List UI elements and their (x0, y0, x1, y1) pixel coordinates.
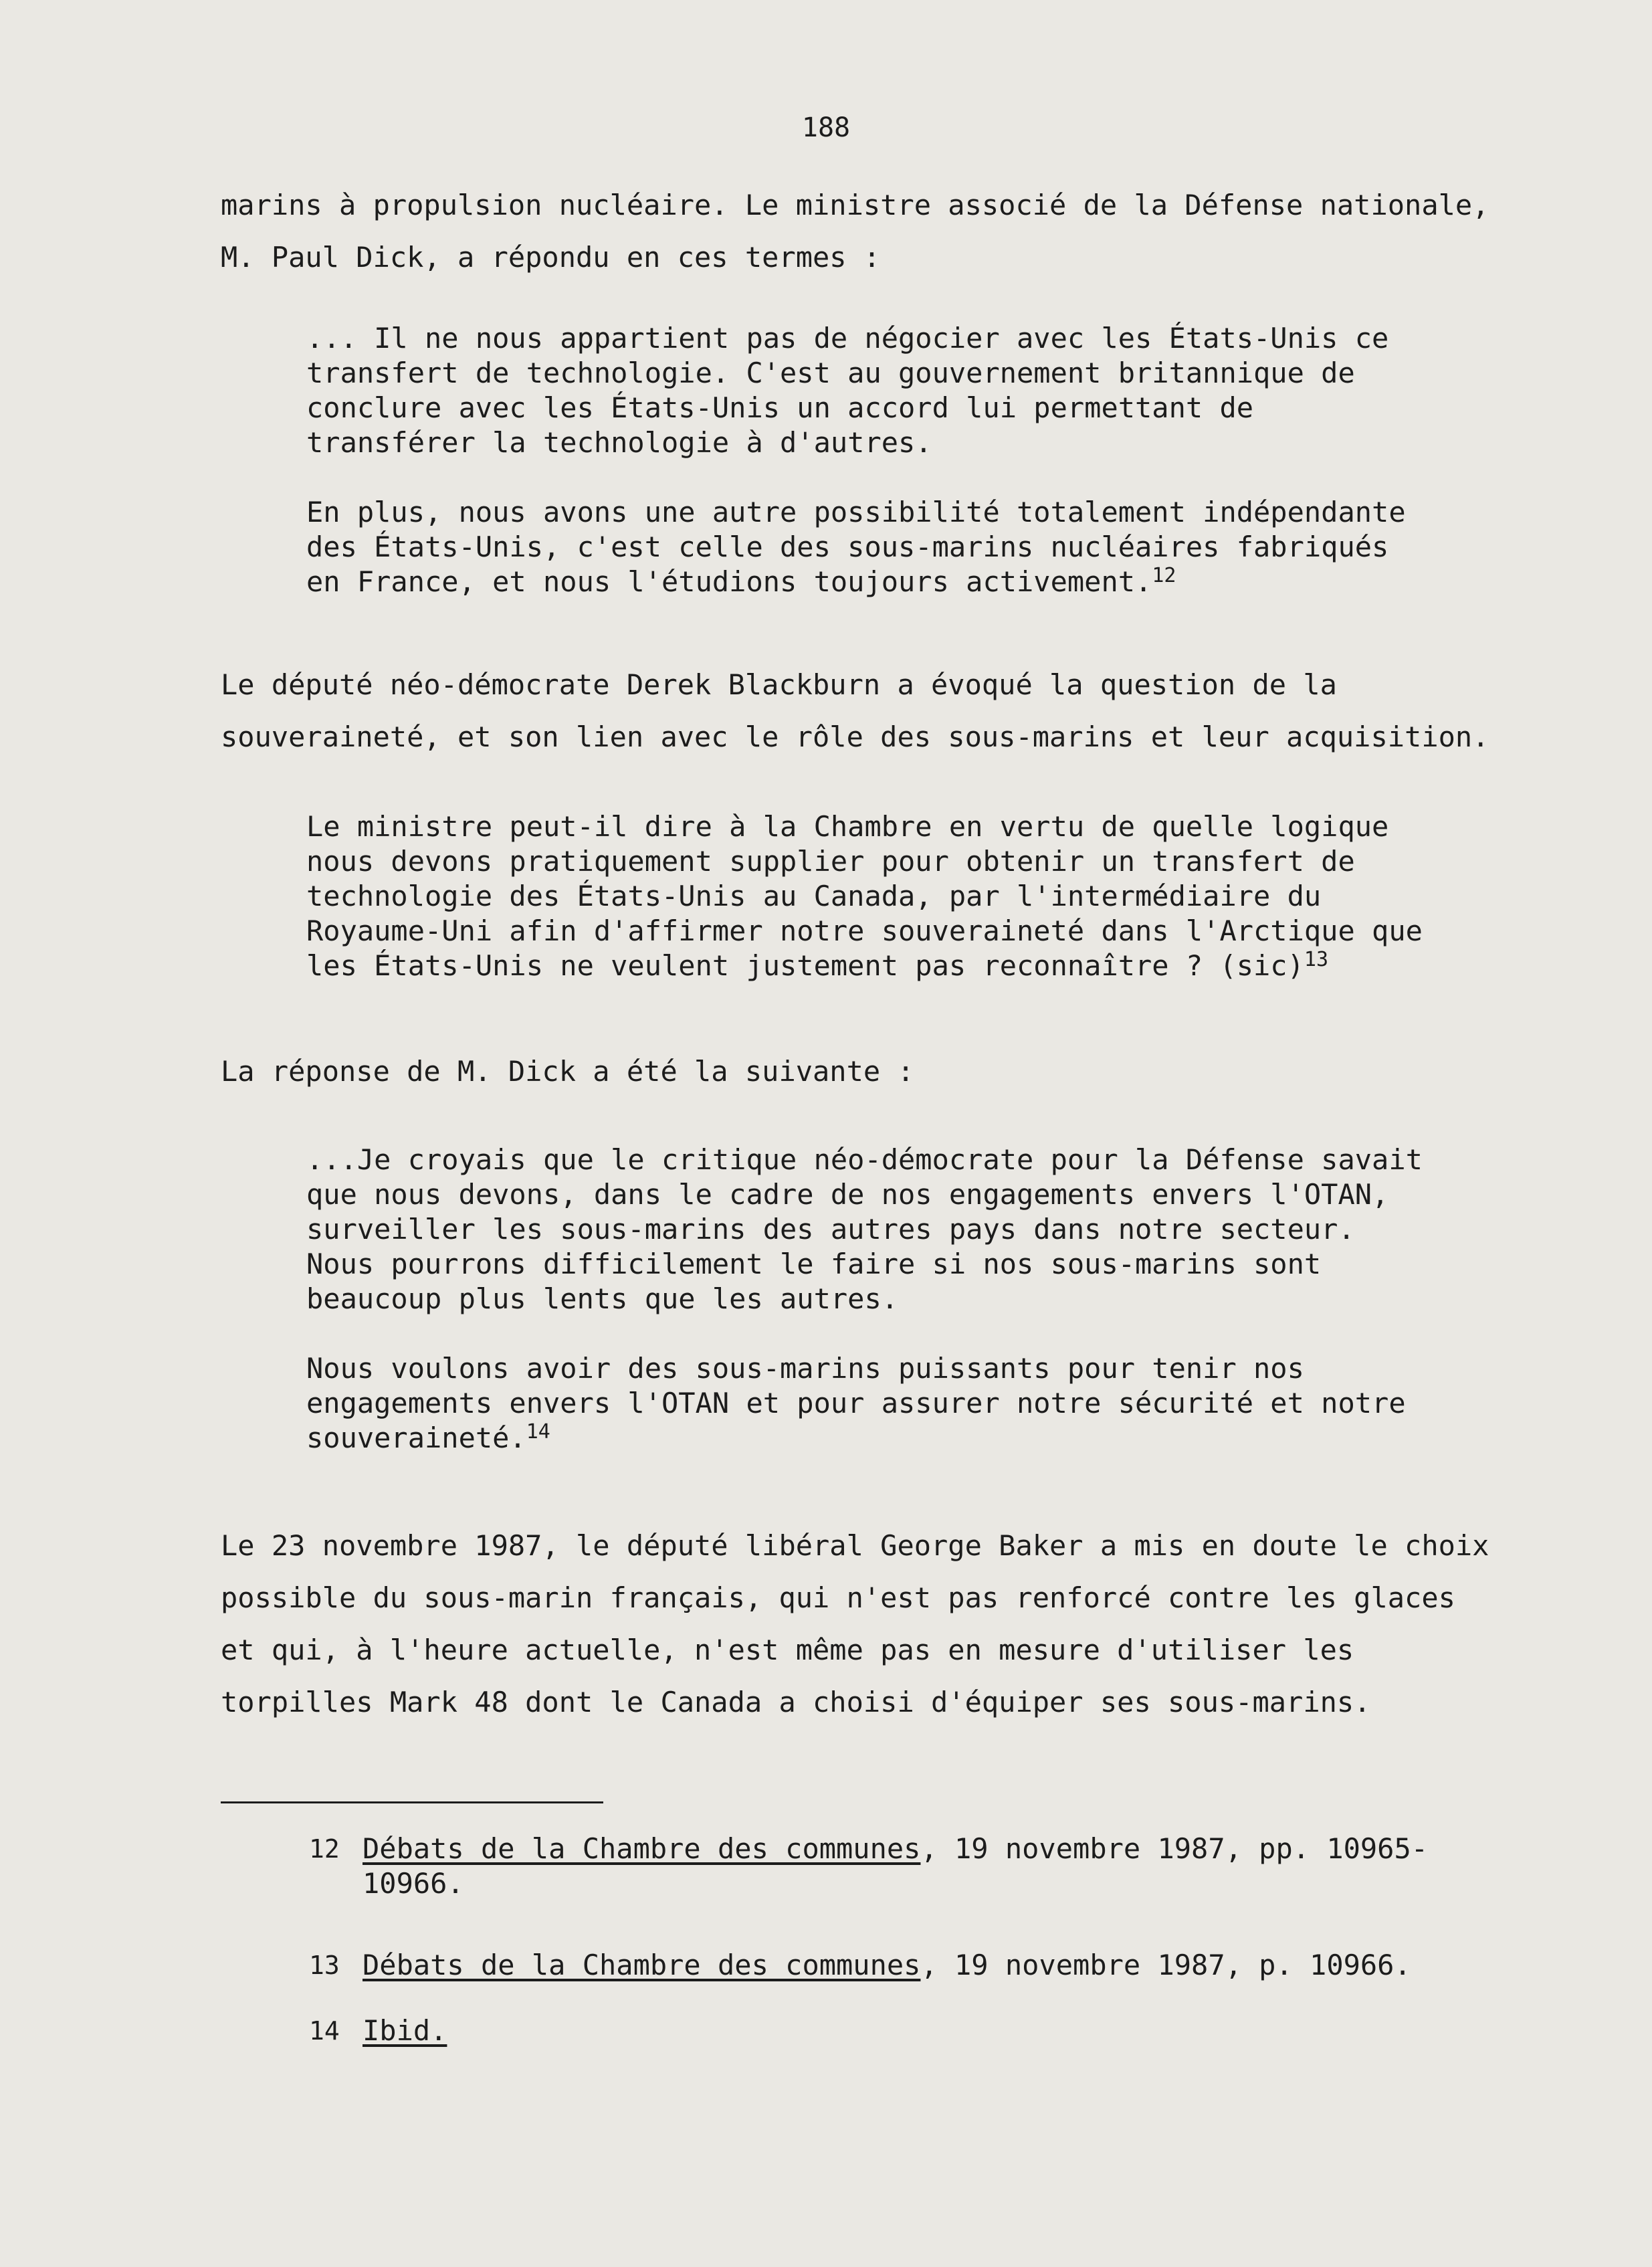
footnote-source-title: Débats de la Chambre des communes (363, 1949, 921, 1981)
footnote-12 (309, 1832, 1546, 1901)
footnote-citation: , 19 novembre 1987, pp. 10965- (920, 1832, 1429, 1865)
footnote-number: 12 (309, 1834, 340, 1864)
quote-2-text: En plus, nous avons une autre possibilité totalement indépendante des États-Unis, c'est celle des sous-marins nucléaires fabriqués en France, et nous l'étudions toujours activement. (306, 496, 1406, 598)
paragraph-3: La réponse de M. Dick a été la suivante : (221, 1055, 914, 1088)
footnote-13 (309, 1948, 1546, 1990)
page-number: 188 (801, 112, 851, 143)
footnote-citation: , 19 novembre 1987, p. 10966. (920, 1949, 1411, 1981)
quote-5 (306, 1351, 1524, 1456)
quote-4: ...Je croyais que le critique néo-démocrate pour la Défense savait que nous devons, dans le cadre de nos engagements envers l'OTAN, surveiller les sous-marins des autres pays dans notre secteur. Nous pourrons difficilement le faire si nos sous-marins sont beaucoup plus lents que les autres. (306, 1143, 1423, 1315)
quote-3 (306, 809, 1524, 983)
paragraph-4: Le 23 novembre 1987, le député libéral George Baker a mis en doute le choix possible du sous-marin français, qui n'est pas renforcé contre les glaces et qui, à l'heure actuelle, n'est même pas en mesure d'utiliser les torpilles Mark 48 dont le Canada a choisi d'équiper ses sous-marins. (221, 1529, 1489, 1718)
footnote-ref-13: 13 (1304, 948, 1329, 971)
quote-5-text: Nous voulons avoir des sous-marins puissants pour tenir nos engagements envers l'OTAN et pour assurer notre sécurité et notre souveraineté. (306, 1352, 1406, 1454)
footnote-ref-12: 12 (1152, 564, 1176, 587)
paragraph-1: marins à propulsion nucléaire. Le ministre associé de la Défense nationale, M. Paul Dick, a répondu en ces termes : (221, 189, 1489, 274)
quote-2 (306, 495, 1524, 599)
footnote-number: 13 (309, 1951, 340, 1980)
footnote-source-title: Débats de la Chambre des communes (363, 1832, 921, 1865)
quote-1: ... Il ne nous appartient pas de négocier avec les États-Unis ce transfert de technologie. C'est au gouvernement britannique de conclure avec les États-Unis un accord lui permettant de transférer la technologie à d'autres. (306, 322, 1389, 459)
footnote-number: 14 (309, 2016, 340, 2046)
footnote-divider (221, 1801, 603, 1803)
footnote-ref-14: 14 (526, 1420, 550, 1444)
footnote-citation-cont: 10966. (363, 1867, 464, 1900)
footnote-source-title: Ibid. (363, 2014, 447, 2047)
quote-3-text: Le ministre peut-il dire à la Chambre en vertu de quelle logique nous devons pratiquement supplier pour obtenir un transfert de technologie des États-Unis au Canada, par l'intermédiaire du Royaume-Uni afin d'affirmer notre souveraineté dans l'Arctique que les États-Unis ne veulent justement pas reconnaître ? (sic) (306, 810, 1423, 982)
paragraph-2: Le député néo-démocrate Derek Blackburn a évoqué la question de la souveraineté, et son lien avec le rôle des sous-marins et leur acquisition. (221, 668, 1489, 753)
footnote-14 (309, 2013, 1546, 2056)
